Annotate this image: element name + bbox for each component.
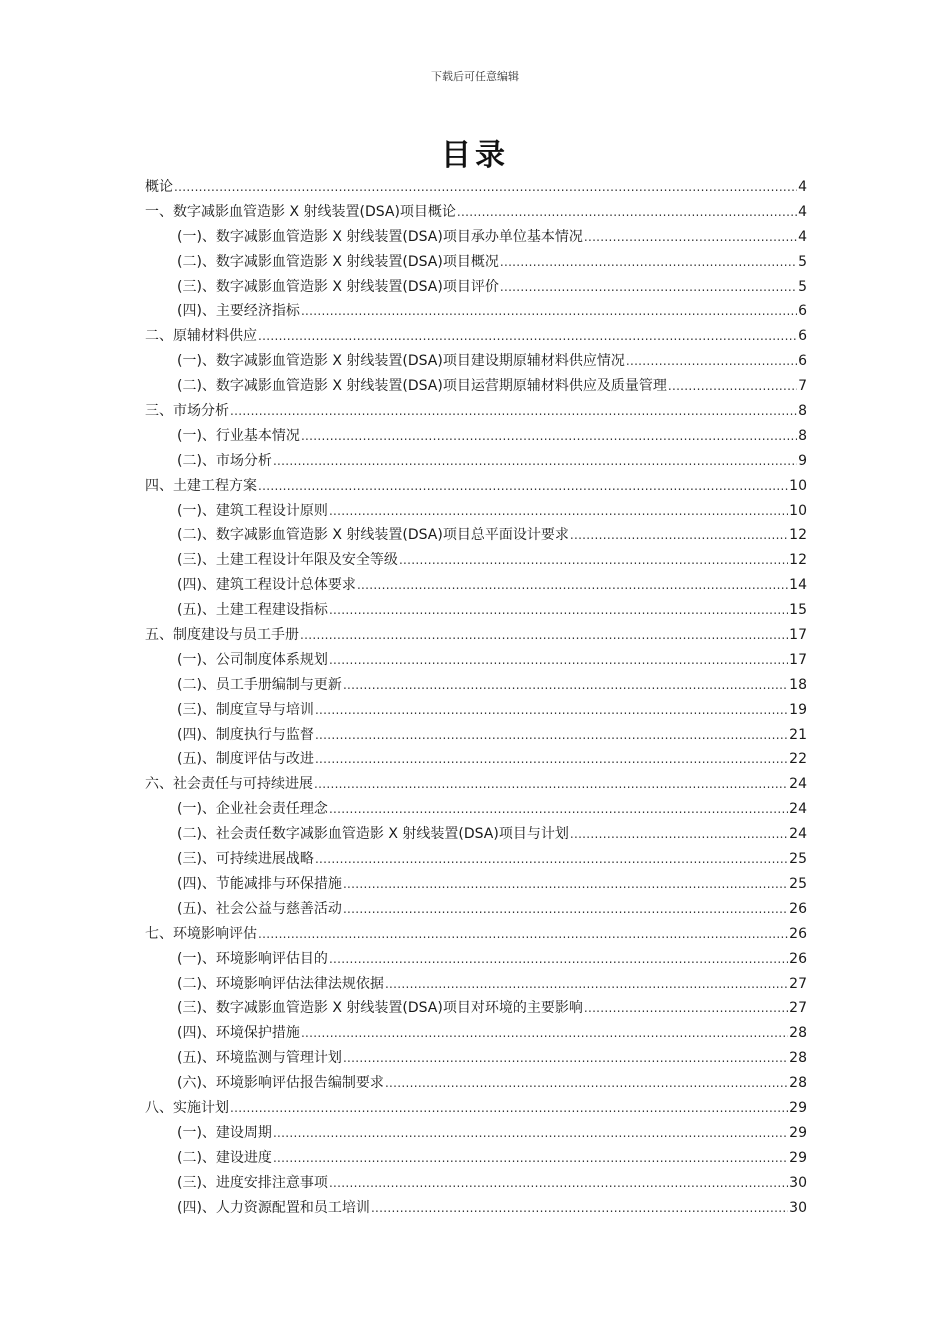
- toc-dot-leader: [230, 1096, 788, 1121]
- toc-dot-leader: [301, 299, 797, 324]
- toc-entry-title: (三)、土建工程设计年限及安全等级: [177, 552, 398, 569]
- toc-entry-page-number: 21: [789, 726, 807, 743]
- toc-entry[interactable]: [145, 897, 807, 922]
- toc-dot-leader: [174, 175, 797, 200]
- toc-dot-leader: [399, 548, 788, 573]
- toc-entry-page-number: 17: [789, 651, 807, 668]
- toc-entry-page-number: 9: [798, 452, 807, 469]
- toc-dot-leader: [343, 673, 788, 698]
- toc-entry-title: (一)、行业基本情况: [177, 427, 300, 444]
- toc-entry-page-number: 5: [798, 278, 807, 295]
- toc-entry-title: 二、原辅材料供应: [145, 328, 257, 345]
- toc-entry-page-number: 5: [798, 253, 807, 270]
- toc-entry-title: (三)、数字减影血管造影 X 射线装置(DSA)项目对环境的主要影响: [177, 1000, 583, 1017]
- toc-entry-title: (二)、员工手册编制与更新: [177, 676, 342, 693]
- toc-entry-page-number: 6: [798, 328, 807, 345]
- toc-entry[interactable]: [145, 723, 807, 748]
- toc-entry-title: (三)、制度宣导与培训: [177, 701, 314, 718]
- toc-entry-page-number: 22: [789, 751, 807, 768]
- toc-dot-leader: [301, 424, 797, 449]
- toc-entry[interactable]: [145, 200, 807, 225]
- toc-entry-title: (二)、社会责任数字减影血管造影 X 射线装置(DSA)项目与计划: [177, 826, 569, 843]
- toc-entry-title: (一)、数字减影血管造影 X 射线装置(DSA)项目承办单位基本情况: [177, 228, 583, 245]
- toc-dot-leader: [626, 349, 797, 374]
- toc-entry-page-number: 29: [789, 1124, 807, 1141]
- toc-dot-leader: [230, 399, 797, 424]
- toc-entry-page-number: 18: [789, 676, 807, 693]
- toc-entry[interactable]: [145, 175, 807, 200]
- toc-entry[interactable]: [145, 1121, 807, 1146]
- toc-entry-title: (五)、环境监测与管理计划: [177, 1050, 342, 1067]
- toc-entry-title: (四)、人力资源配置和员工培训: [177, 1199, 370, 1216]
- toc-dot-leader: [301, 1021, 788, 1046]
- toc-entry-title: (二)、建设进度: [177, 1149, 272, 1166]
- toc-entry-title: (一)、环境影响评估目的: [177, 950, 328, 967]
- toc-entry-page-number: 27: [789, 1000, 807, 1017]
- toc-entry[interactable]: [145, 573, 807, 598]
- toc-entry-title: 概论: [145, 179, 173, 195]
- toc-entry-title: 五、制度建设与员工手册: [145, 627, 299, 644]
- toc-dot-leader: [315, 847, 788, 872]
- toc-dot-leader: [343, 897, 788, 922]
- toc-entry-title: (四)、建筑工程设计总体要求: [177, 577, 356, 594]
- toc-entry[interactable]: [145, 225, 807, 250]
- toc-entry-page-number: 25: [789, 851, 807, 868]
- toc-entry[interactable]: [145, 374, 807, 399]
- toc-entry-title: 三、市场分析: [145, 403, 229, 420]
- toc-dot-leader: [329, 598, 788, 623]
- toc-entry-page-number: 14: [789, 577, 807, 594]
- toc-entry-page-number: 12: [789, 552, 807, 569]
- toc-dot-leader: [570, 523, 788, 548]
- toc-entry-title: (一)、公司制度体系规划: [177, 651, 328, 668]
- toc-entry-page-number: 19: [789, 701, 807, 718]
- toc-entry-title: (五)、制度评估与改进: [177, 751, 314, 768]
- toc-entry[interactable]: [145, 772, 807, 797]
- toc-entry-page-number: 30: [789, 1174, 807, 1191]
- toc-entry-title: 一、数字减影血管造影 X 射线装置(DSA)项目概论: [145, 203, 456, 220]
- toc-entry[interactable]: [145, 523, 807, 548]
- toc-entry-title: (四)、环境保护措施: [177, 1025, 300, 1042]
- toc-dot-leader: [273, 1146, 788, 1171]
- toc-entry-title: (二)、数字减影血管造影 X 射线装置(DSA)项目运营期原辅材料供应及质量管理: [177, 378, 667, 395]
- toc-dot-leader: [385, 1071, 788, 1096]
- toc-entry[interactable]: [145, 449, 807, 474]
- toc-entry-page-number: 10: [789, 502, 807, 519]
- toc-entry[interactable]: [145, 1046, 807, 1071]
- toc-entry-page-number: 8: [798, 427, 807, 444]
- toc-entry-page-number: 24: [789, 776, 807, 793]
- toc-entry-page-number: 15: [789, 602, 807, 619]
- toc-entry-title: (三)、可持续进展战略: [177, 851, 314, 868]
- toc-entry[interactable]: [145, 747, 807, 772]
- toc-entry-title: (四)、制度执行与监督: [177, 726, 314, 743]
- toc-entry[interactable]: [145, 698, 807, 723]
- toc-entry-page-number: 17: [789, 627, 807, 644]
- toc-entry[interactable]: [145, 399, 807, 424]
- toc-dot-leader: [315, 698, 788, 723]
- toc-entry[interactable]: [145, 598, 807, 623]
- toc-entry-page-number: 26: [789, 900, 807, 917]
- toc-entry-title: (五)、社会公益与慈善活动: [177, 900, 342, 917]
- toc-entry[interactable]: [145, 474, 807, 499]
- toc-dot-leader: [329, 648, 788, 673]
- toc-entry-title: (四)、节能减排与环保措施: [177, 875, 342, 892]
- toc-dot-leader: [343, 1046, 788, 1071]
- toc-entry-page-number: 8: [798, 403, 807, 420]
- toc-dot-leader: [584, 225, 797, 250]
- toc-dot-leader: [273, 1121, 788, 1146]
- toc-dot-leader: [457, 200, 797, 225]
- toc-entry[interactable]: [145, 499, 807, 524]
- toc-dot-leader: [570, 822, 788, 847]
- toc-entry-page-number: 28: [789, 1025, 807, 1042]
- toc-entry[interactable]: [145, 349, 807, 374]
- toc-entry-page-number: 28: [789, 1050, 807, 1067]
- toc-entry[interactable]: [145, 1071, 807, 1096]
- toc-entry-page-number: 29: [789, 1149, 807, 1166]
- toc-entry[interactable]: [145, 424, 807, 449]
- toc-entry-page-number: 30: [789, 1199, 807, 1216]
- toc-entry-page-number: 24: [789, 826, 807, 843]
- toc-entry-title: 六、社会责任与可持续进展: [145, 776, 313, 793]
- table-of-contents: [145, 175, 807, 1220]
- toc-dot-leader: [385, 972, 788, 997]
- toc-entry-title: (二)、市场分析: [177, 452, 272, 469]
- toc-entry-title: (一)、建设周期: [177, 1124, 272, 1141]
- toc-entry-page-number: 7: [798, 378, 807, 395]
- toc-entry[interactable]: [145, 673, 807, 698]
- toc-entry-page-number: 27: [789, 975, 807, 992]
- toc-dot-leader: [357, 573, 788, 598]
- toc-entry-title: (三)、数字减影血管造影 X 射线装置(DSA)项目评价: [177, 278, 499, 295]
- toc-entry-title: (一)、企业社会责任理念: [177, 801, 328, 818]
- toc-entry[interactable]: [145, 972, 807, 997]
- toc-dot-leader: [500, 275, 797, 300]
- toc-dot-leader: [329, 797, 788, 822]
- toc-entry-title: (一)、数字减影血管造影 X 射线装置(DSA)项目建设期原辅材料供应情况: [177, 353, 625, 370]
- toc-dot-leader: [500, 250, 797, 275]
- toc-entry-page-number: 4: [798, 228, 807, 245]
- toc-entry[interactable]: [145, 1171, 807, 1196]
- toc-entry-title: (二)、数字减影血管造影 X 射线装置(DSA)项目总平面设计要求: [177, 527, 569, 544]
- toc-entry-title: (四)、主要经济指标: [177, 303, 300, 320]
- toc-entry[interactable]: [145, 324, 807, 349]
- toc-entry[interactable]: [145, 1096, 807, 1121]
- toc-entry-page-number: 4: [798, 179, 807, 195]
- toc-dot-leader: [371, 1196, 788, 1221]
- toc-entry-title: (二)、数字减影血管造影 X 射线装置(DSA)项目概况: [177, 253, 499, 270]
- toc-entry-page-number: 26: [789, 950, 807, 967]
- toc-entry-page-number: 10: [789, 477, 807, 494]
- toc-dot-leader: [258, 474, 788, 499]
- toc-entry[interactable]: [145, 847, 807, 872]
- toc-entry-page-number: 25: [789, 875, 807, 892]
- toc-entry-page-number: 28: [789, 1075, 807, 1092]
- toc-entry[interactable]: [145, 548, 807, 573]
- toc-entry[interactable]: [145, 250, 807, 275]
- toc-dot-leader: [329, 499, 788, 524]
- toc-dot-leader: [584, 996, 788, 1021]
- toc-dot-leader: [315, 723, 788, 748]
- toc-entry[interactable]: [145, 299, 807, 324]
- toc-entry-page-number: 12: [789, 527, 807, 544]
- toc-entry-page-number: 4: [798, 203, 807, 220]
- toc-entry[interactable]: [145, 1146, 807, 1171]
- toc-entry-page-number: 26: [789, 925, 807, 942]
- toc-entry-title: 四、土建工程方案: [145, 477, 257, 494]
- toc-dot-leader: [258, 922, 788, 947]
- toc-dot-leader: [273, 449, 797, 474]
- toc-entry[interactable]: [145, 922, 807, 947]
- toc-entry-title: (一)、建筑工程设计原则: [177, 502, 328, 519]
- toc-entry[interactable]: [145, 1021, 807, 1046]
- toc-entry[interactable]: [145, 1196, 807, 1221]
- toc-entry-title: 七、环境影响评估: [145, 925, 257, 942]
- page-header-note: 下载后可任意编辑: [431, 70, 519, 83]
- toc-entry[interactable]: [145, 797, 807, 822]
- toc-entry-page-number: 6: [798, 303, 807, 320]
- toc-entry-title: (五)、土建工程建设指标: [177, 602, 328, 619]
- toc-dot-leader: [329, 1171, 788, 1196]
- page-title: 目录: [441, 138, 509, 173]
- toc-entry[interactable]: [145, 996, 807, 1021]
- toc-dot-leader: [300, 623, 788, 648]
- toc-entry-page-number: 29: [789, 1099, 807, 1116]
- toc-entry-page-number: 24: [789, 801, 807, 818]
- toc-entry-title: (三)、进度安排注意事项: [177, 1174, 328, 1191]
- toc-dot-leader: [329, 947, 788, 972]
- toc-dot-leader: [343, 872, 788, 897]
- toc-dot-leader: [314, 772, 788, 797]
- toc-entry-title: (六)、环境影响评估报告编制要求: [177, 1075, 384, 1092]
- toc-entry-title: (二)、环境影响评估法律法规依据: [177, 975, 384, 992]
- toc-entry[interactable]: [145, 822, 807, 847]
- toc-dot-leader: [668, 374, 797, 399]
- toc-entry-page-number: 6: [798, 353, 807, 370]
- toc-entry[interactable]: [145, 623, 807, 648]
- toc-entry[interactable]: [145, 872, 807, 897]
- toc-entry[interactable]: [145, 648, 807, 673]
- toc-entry[interactable]: [145, 947, 807, 972]
- toc-dot-leader: [258, 324, 797, 349]
- toc-dot-leader: [315, 747, 788, 772]
- toc-entry-title: 八、实施计划: [145, 1099, 229, 1116]
- toc-entry[interactable]: [145, 275, 807, 300]
